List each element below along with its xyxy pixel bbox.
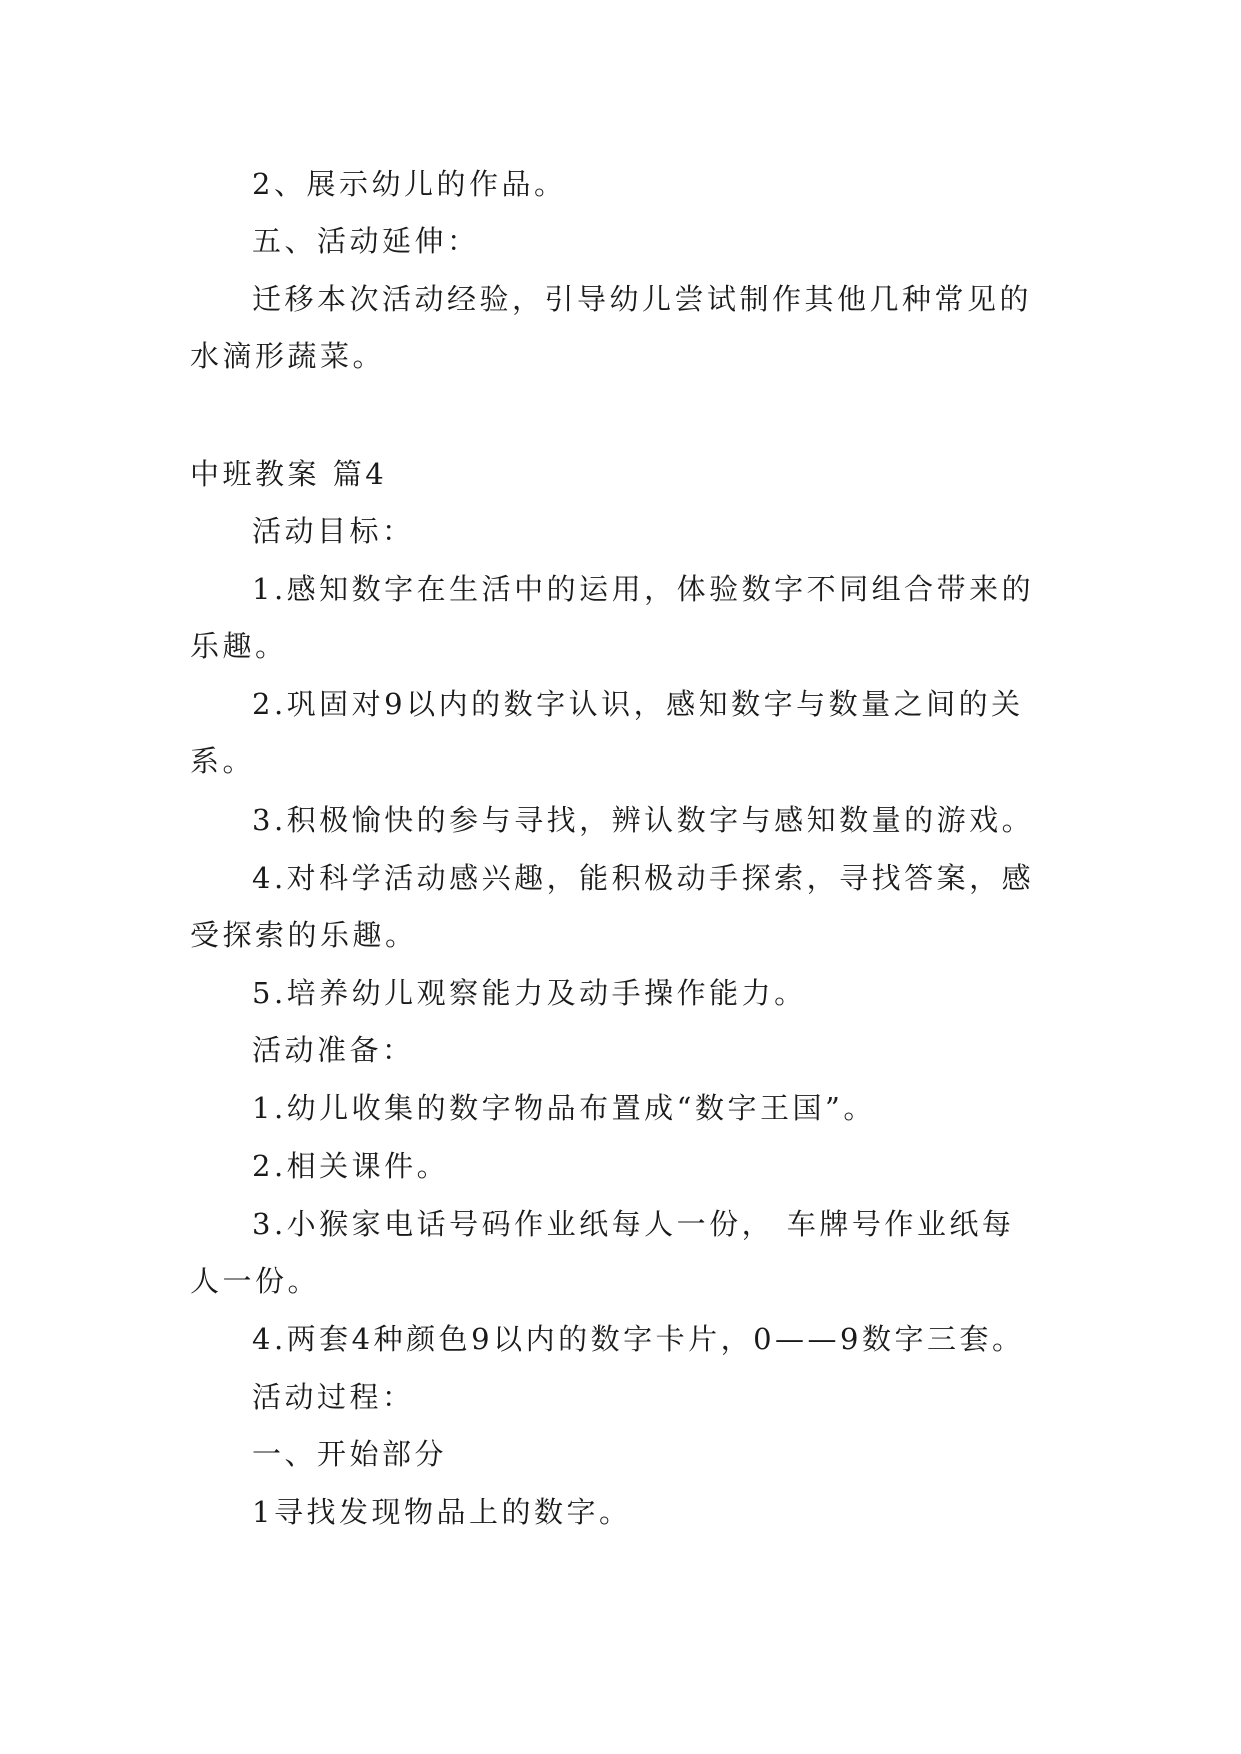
paragraph-line: 2、展示幼儿的作品。 (252, 167, 567, 201)
section-heading: 活动准备： (252, 1033, 415, 1067)
paragraph-line: 受探索的乐趣。 (190, 918, 418, 952)
paragraph-line: 5.培养幼儿观察能力及动手操作能力。 (252, 976, 807, 1010)
section-heading: 活动目标： (252, 514, 415, 548)
paragraph-line: 水滴形蔬菜。 (190, 339, 386, 373)
paragraph-line: 2.相关课件。 (252, 1149, 450, 1183)
paragraph-line: 1寻找发现物品上的数字。 (252, 1495, 632, 1529)
paragraph-line: 2.巩固对9以内的数字认识，感知数字与数量之间的关 (252, 687, 1024, 721)
paragraph-line: 3.积极愉快的参与寻找，辨认数字与感知数量的游戏。 (252, 803, 1035, 837)
paragraph-line: 系。 (190, 744, 256, 778)
article-title: 中班教案 篇4 (190, 457, 388, 491)
paragraph-line: 4.对科学活动感兴趣，能积极动手探索，寻找答案，感 (252, 861, 1035, 895)
paragraph-line: 4.两套4种颜色9以内的数字卡片，0——9数字三套。 (252, 1322, 1025, 1356)
paragraph-line: 3.小猴家电话号码作业纸每人一份， 车牌号作业纸每 (252, 1207, 1015, 1241)
section-heading: 五、活动延伸： (252, 224, 480, 258)
paragraph-line: 人一份。 (190, 1264, 321, 1298)
paragraph-line: 迁移本次活动经验，引导幼儿尝试制作其他几种常见的 (252, 282, 1033, 316)
paragraph-line: 1.幼儿收集的数字物品布置成“数字王国”。 (252, 1091, 876, 1125)
section-heading: 活动过程： (252, 1380, 415, 1414)
section-heading: 一、开始部分 (252, 1437, 448, 1471)
paragraph-line: 1.感知数字在生活中的运用，体验数字不同组合带来的 (252, 572, 1035, 606)
paragraph-line: 乐趣。 (190, 629, 288, 663)
